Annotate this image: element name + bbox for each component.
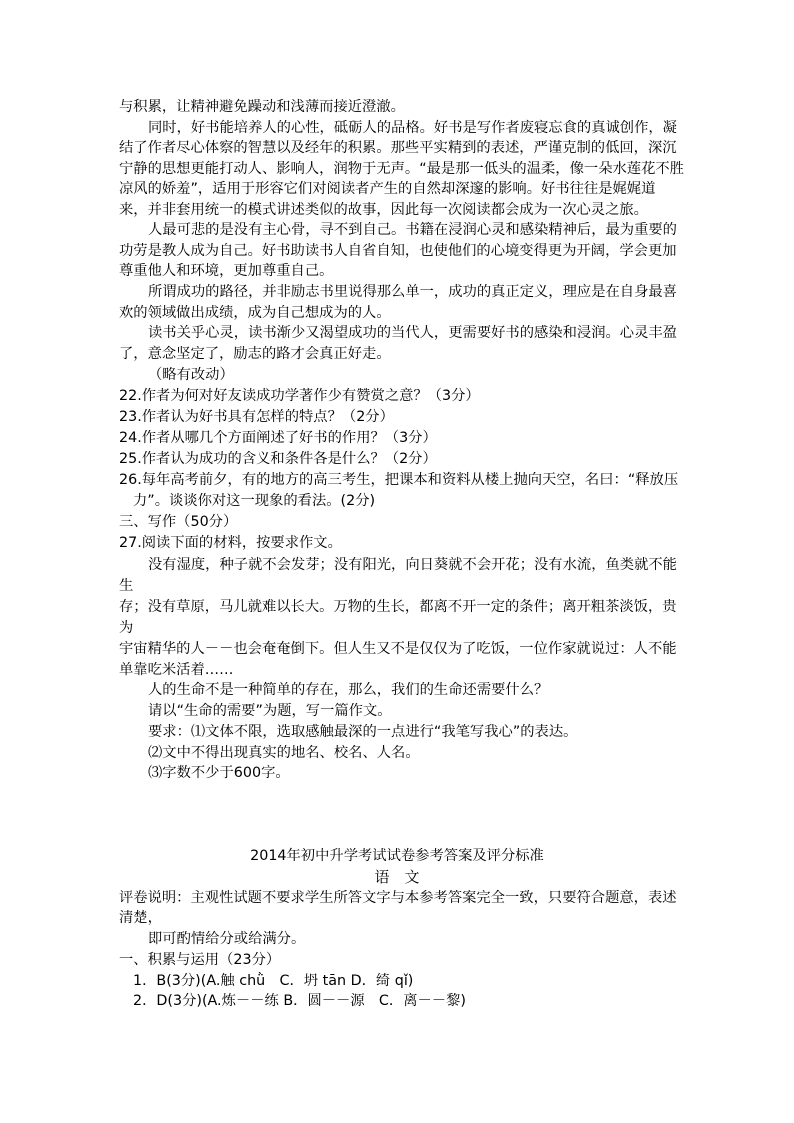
paragraph-line: 所谓成功的路径，并非励志书里说得那么单一，成功的真正定义，理应是在自身最喜 (148, 284, 677, 300)
question-22: 22.作者为何对好友读成功学著作少有赞赏之意？（3分） (119, 388, 480, 404)
material-line: 宇宙精华的人－－也会奄奄倒下。但人生又不是仅仅为了吃饭，一位作家就说过：人不能 (119, 641, 677, 657)
section-heading-writing: 三、写作（50分） (119, 514, 238, 530)
paragraph-line: 结了作者尽心体察的智慧以及经年的积累。那些平实精到的表述，严谨克制的低回，深沉 (119, 140, 677, 156)
material-line: 为 (119, 620, 134, 636)
answers-title: 2014年初中升学考试试卷参考答案及评分标准 (250, 848, 544, 864)
answers-line: 清楚， (119, 910, 162, 926)
paragraph-line: 尊重他人和环境，更加尊重自己。 (119, 263, 334, 279)
question-26: 26.每年高考前夕，有的地方的高三考生，把课本和资料从楼上抛向天空，名曰：“释放压 (119, 472, 679, 488)
question-23: 23.作者认为好书具有怎样的特点？（2分） (119, 409, 394, 425)
paragraph-line: 凉风的娇羞”，适用于形容它们对阅读者产生的自然却深邃的影响。好书往往是娓娓道 (119, 181, 656, 197)
material-line: 单靠吃米活着…… (119, 662, 234, 678)
paragraph-line: 欢的领域做出成绩，成为自己想成为的人。 (119, 305, 391, 321)
answers-subject: 语 文 (374, 868, 420, 886)
requirement-line: 要求：⑴文体不限，选取感触最深的一点进行“我笔写我心”的表达。 (148, 724, 578, 740)
paragraph-line: 与积累，让精神避免躁动和浅薄而接近澄澈。 (119, 99, 405, 115)
answers-line: 评卷说明：主观性试题不要求学生所答文字与本参考答案完全一致，只要符合题意，表述 (119, 890, 677, 906)
question-24: 24.作者从哪几个方面阐述了好书的作用？（3分） (119, 430, 437, 446)
paragraph-line: 宁静的思想更能打动人、影响人，润物于无声。“最是那一低头的温柔，像一朵水莲花不胜 (119, 161, 684, 177)
paragraph-line: 人最可悲的是没有主心骨，寻不到自己。书籍在浸润心灵和感染精神后，最为重要的 (148, 222, 677, 238)
question-27: 27.阅读下面的材料，按要求作文。 (119, 535, 342, 551)
paragraph-line: 功劳是教人成为自己。好书助读书人自省自知，也使他们的心境变得更为开阔，学会更加 (119, 243, 677, 259)
answers-line: 即可酌情给分或给满分。 (148, 931, 306, 947)
paragraph-line: 了，意念坚定了，励志的路才会真正好走。 (119, 346, 391, 362)
paragraph-line: 读书关乎心灵，读书渐少又渴望成功的当代人，更需要好书的感染和浸润。心灵丰盈 (148, 325, 677, 341)
answer-1: 1．B(3分)(A.触 chǜ C．坍 tān D．绮 qǐ) (133, 973, 414, 989)
requirement-line: ⑶字数不少于600字。 (148, 765, 290, 781)
question-25: 25.作者认为成功的含义和条件各是什么？（2分） (119, 451, 437, 467)
material-line: 人的生命不是一种简单的存在，那么，我们的生命还需要什么？ (148, 682, 549, 698)
source-note: （略有改动） (148, 367, 234, 383)
answer-2: 2．D(3分)(A.炼－－练 B．圆－－源 C．离－－黎) (133, 993, 466, 1009)
section-heading-accumulation: 一、积累与运用（23分） (119, 952, 281, 968)
prompt-line: 请以“生命的需要”为题，写一篇作文。 (148, 703, 392, 719)
material-line: 生 (119, 578, 134, 594)
material-line: 存；没有草原，马儿就难以长大。万物的生长，都离不开一定的条件；离开粗茶淡饭，贵 (119, 599, 677, 615)
requirement-line: ⑵文中不得出现真实的地名、校名、人名。 (148, 745, 420, 761)
paragraph-line: 来，并非套用统一的模式讲述类似的故事，因此每一次阅读都会成为一次心灵之旅。 (119, 202, 648, 218)
paragraph-line: 同时，好书能培养人的心性，砥砺人的品格。好书是写作者废寝忘食的真诚创作，凝 (148, 120, 677, 136)
question-26-cont: 力”。谈谈你对这一现象的看法。(2分) (133, 493, 376, 509)
material-line: 没有湿度，种子就不会发芽；没有阳光，向日葵就不会开花；没有水流，鱼类就不能 (148, 557, 677, 573)
